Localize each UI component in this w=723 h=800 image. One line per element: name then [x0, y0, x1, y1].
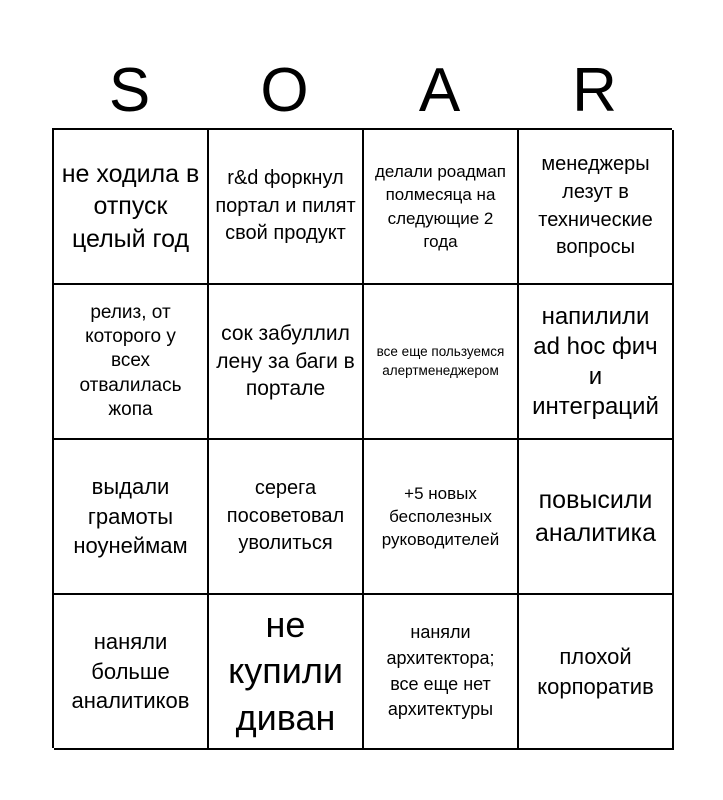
- cell-text: выдали грамоты ноунеймам: [73, 473, 188, 559]
- cell-text: напилили ad hoc фич и интеграций: [532, 302, 659, 420]
- bingo-cell[interactable]: [519, 130, 674, 285]
- bingo-cell[interactable]: [364, 595, 519, 750]
- title-letter-a: A: [418, 56, 461, 125]
- cell-text: серега посоветовал уволиться: [226, 477, 345, 555]
- cell-text: делали роадмап полмесяца на следующие 2 года: [375, 161, 506, 251]
- bingo-cell[interactable]: [54, 285, 209, 440]
- cell-text: сок забуллил лену за баги в портале: [216, 321, 355, 401]
- cell-text: наняли архитектора; все еще нет архитектуры: [386, 622, 495, 720]
- bingo-board: [52, 128, 672, 748]
- bingo-cell[interactable]: [54, 595, 209, 750]
- bingo-cell[interactable]: [364, 440, 519, 595]
- bingo-cell[interactable]: [54, 440, 209, 595]
- bingo-cell[interactable]: [519, 440, 674, 595]
- bingo-cell[interactable]: [209, 440, 364, 595]
- bingo-cell[interactable]: [209, 130, 364, 285]
- bingo-cell[interactable]: [364, 285, 519, 440]
- bingo-cell[interactable]: [54, 130, 209, 285]
- bingo-cell[interactable]: [519, 285, 674, 440]
- cell-text: наняли больше аналитиков: [71, 628, 190, 714]
- cell-text: все еще пользуемся алертменеджером: [376, 343, 505, 378]
- cell-text: релиз, от которого у всех отвалилась жопа: [79, 302, 182, 420]
- cell-text: +5 новых бесполезных руководителей: [381, 483, 500, 550]
- title-letter-s: S: [108, 56, 151, 125]
- title-letter-o: O: [260, 56, 309, 125]
- cell-text: менеджеры лезут в технические вопросы: [538, 153, 653, 259]
- bingo-title: [52, 54, 672, 128]
- cell-text: повысили аналитика: [535, 486, 656, 547]
- bingo-cell[interactable]: [519, 595, 674, 750]
- bingo-cell[interactable]: [209, 595, 364, 750]
- bingo-cell[interactable]: [209, 285, 364, 440]
- cell-text: не купили диван: [228, 604, 343, 738]
- title-letter-r: R: [572, 56, 617, 125]
- cell-text: не ходила в отпуск целый год: [61, 159, 200, 253]
- bingo-cell[interactable]: [364, 130, 519, 285]
- cell-text: r&d форкнул портал и пилят свой продукт: [215, 167, 356, 245]
- cell-text: плохой корпоратив: [537, 643, 654, 699]
